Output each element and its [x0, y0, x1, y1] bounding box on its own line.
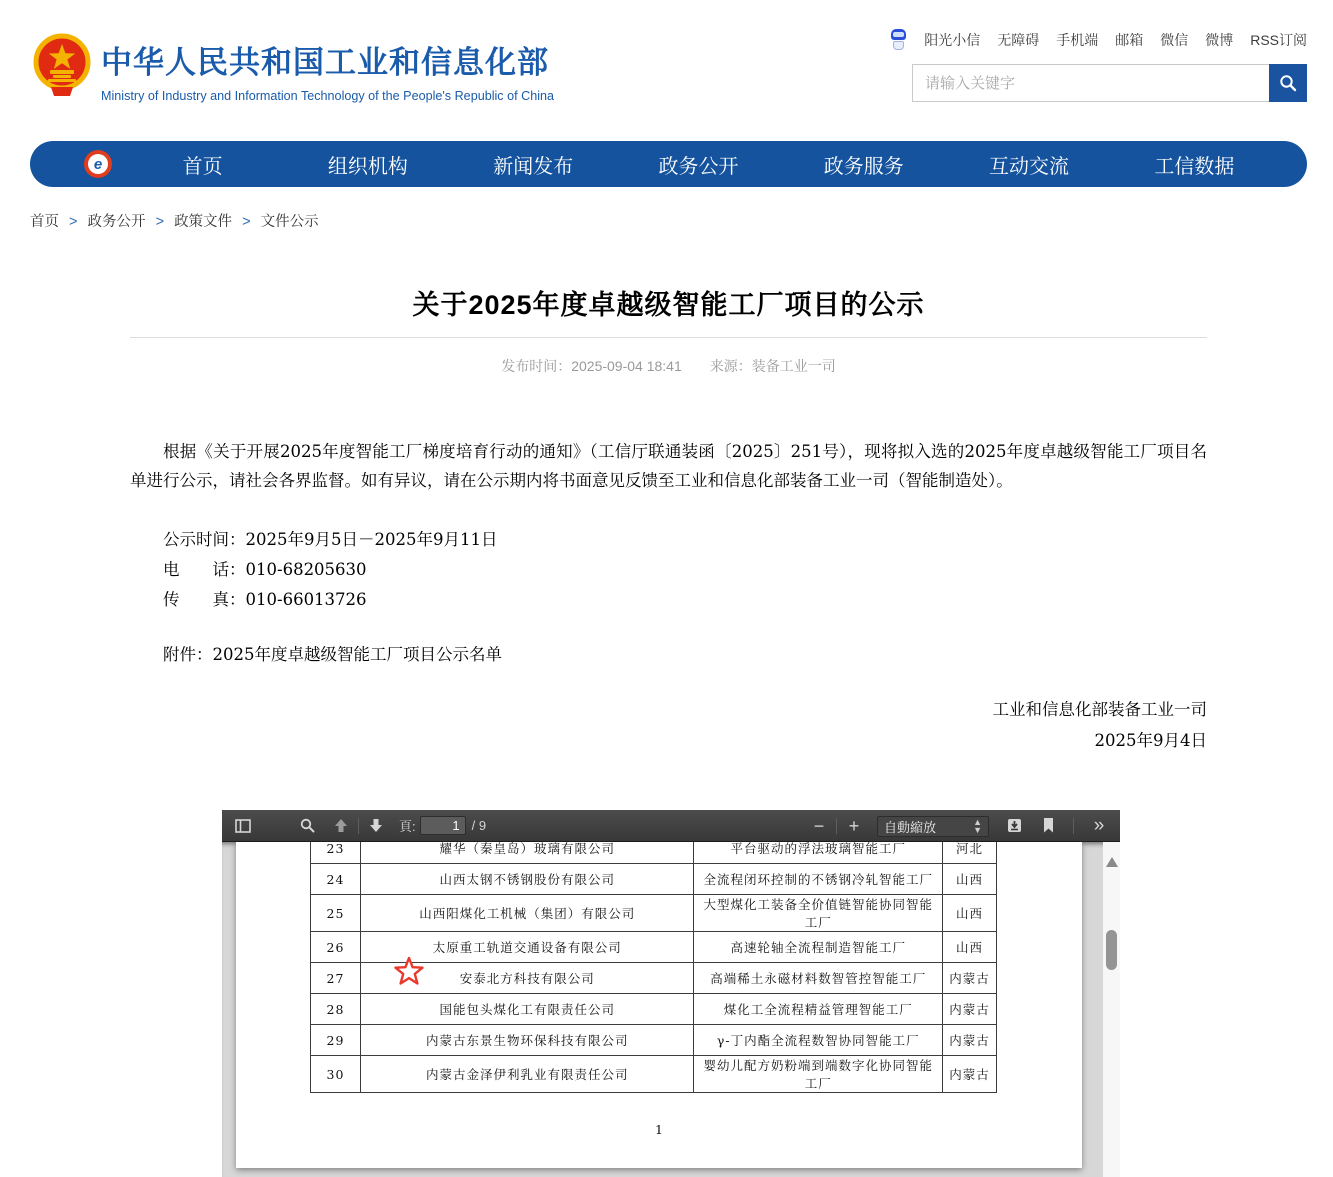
nav-item-interaction[interactable]: 互动交流	[989, 155, 1070, 178]
toolbar-separator	[358, 818, 359, 834]
weibo-link[interactable]: 微博	[1205, 32, 1234, 48]
company-cell: 耀华（秦皇岛）玻璃有限公司	[360, 842, 693, 864]
download-icon	[1007, 818, 1022, 833]
download-button[interactable]	[1001, 814, 1027, 838]
find-icon	[300, 818, 315, 833]
row-number: 26	[311, 932, 361, 963]
red-star-stamp-icon	[394, 956, 424, 986]
zoom-in-button[interactable]	[841, 814, 867, 838]
row-number: 30	[311, 1056, 361, 1093]
search-button[interactable]	[1269, 64, 1307, 102]
rss-link[interactable]: RSS订阅	[1250, 32, 1307, 48]
attachment-line: 附件：2025年度卓越级智能工厂项目公示名单	[163, 645, 502, 664]
company-cell: 内蒙古金泽伊利乳业有限责任公司	[360, 1056, 693, 1093]
company-cell: 国能包头煤化工有限责任公司	[360, 994, 693, 1025]
page-label: 頁:	[399, 819, 416, 834]
find-button[interactable]	[294, 814, 320, 838]
zoom-controls	[806, 810, 989, 842]
next-page-button[interactable]	[363, 814, 389, 838]
page-down-icon	[369, 818, 383, 833]
province-cell: 内蒙古	[943, 1056, 997, 1093]
sunshine-xiaoxin-link[interactable]: 阳光小信	[924, 32, 981, 48]
row-number: 23	[311, 842, 361, 864]
row-number: 29	[311, 1025, 361, 1056]
project-cell: 平台驱动的浮法玻璃智能工厂	[694, 842, 943, 864]
breadcrumb-home[interactable]: 首页	[30, 214, 59, 230]
sidebar-toggle-icon	[235, 819, 251, 833]
zoom-out-button[interactable]	[806, 814, 832, 838]
page-up-icon	[334, 818, 348, 833]
province-cell: 山西	[943, 932, 997, 963]
nav-item-news[interactable]: 新闻发布	[493, 155, 574, 178]
row-number: 25	[311, 895, 361, 932]
breadcrumb-separator: >	[242, 214, 251, 230]
publish-time-label: 发布时间：	[501, 358, 572, 374]
site-title-en: Ministry of Industry and Information Technology of the People's Republic of China	[101, 89, 554, 103]
zoom-in-icon: +	[848, 816, 860, 836]
wechat-link[interactable]: 微信	[1160, 32, 1189, 48]
row-number: 24	[311, 864, 361, 895]
province-cell: 内蒙古	[943, 963, 997, 994]
breadcrumb-policy-files[interactable]: 政策文件	[174, 214, 233, 230]
page-count: / 9	[471, 818, 487, 833]
breadcrumb-separator: >	[155, 214, 165, 230]
accessibility-link[interactable]: 无障碍	[997, 32, 1040, 48]
toolbar-separator	[836, 818, 837, 834]
project-cell: 高速轮轴全流程制造智能工厂	[694, 932, 943, 963]
table-row	[311, 895, 997, 932]
project-cell: γ-丁内酯全流程数智协同智能工厂	[694, 1025, 943, 1056]
company-cell: 山西阳煤化工机械（集团）有限公司	[360, 895, 693, 932]
pdf-viewport	[222, 842, 1120, 1177]
bookmark-button[interactable]	[1035, 814, 1061, 838]
zoom-mode-value: 自動縮放	[884, 819, 937, 835]
more-tools-icon: »	[1093, 814, 1105, 836]
pdf-toolbar	[222, 810, 1120, 842]
nav-item-home[interactable]: 首页	[182, 155, 223, 178]
signature-date: 2025年9月4日	[1094, 731, 1207, 750]
site-title-cn: 中华人民共和国工业和信息化部	[101, 45, 549, 80]
breadcrumb-separator: >	[69, 214, 78, 230]
article-meta	[130, 356, 1207, 376]
source-value: 装备工业一司	[751, 358, 836, 374]
scroll-up-arrow-icon[interactable]	[1106, 857, 1118, 867]
previous-page-button[interactable]	[328, 814, 354, 838]
nav-item-gov-disclosure[interactable]: 政务公开	[658, 155, 739, 178]
zoom-mode-select[interactable]	[877, 816, 989, 837]
province-cell: 内蒙古	[943, 1025, 997, 1056]
table-row	[311, 994, 997, 1025]
table-row	[311, 842, 997, 864]
miit-gear-icon: e	[84, 150, 112, 178]
mobile-link[interactable]: 手机端	[1056, 32, 1099, 48]
signature-organization: 工业和信息化部装备工业一司	[992, 700, 1207, 719]
nav-item-miit-data[interactable]: 工信数据	[1154, 155, 1235, 178]
zoom-out-icon: −	[813, 816, 825, 836]
province-cell: 山西	[943, 864, 997, 895]
row-number: 28	[311, 994, 361, 1025]
source-label: 来源：	[709, 358, 752, 374]
pdf-scrollbar[interactable]	[1103, 842, 1120, 1177]
national-emblem-icon	[33, 32, 91, 98]
project-cell: 煤化工全流程精益管理智能工厂	[694, 994, 943, 1025]
nav-item-gov-services[interactable]: 政务服务	[823, 155, 904, 178]
nav-item-organization[interactable]: 组织机构	[327, 155, 408, 178]
company-cell: 太原重工轨道交通设备有限公司	[360, 932, 693, 963]
row-number: 27	[311, 963, 361, 994]
phone-line: 电 话：010-68205630	[163, 560, 367, 579]
company-cell: 内蒙古东景生物环保科技有限公司	[360, 1025, 693, 1056]
page-title: 关于2025年度卓越级智能工厂项目的公示	[412, 290, 925, 320]
scrollbar-thumb[interactable]	[1106, 930, 1117, 970]
toolbar-separator	[1073, 818, 1074, 834]
article-paragraph: 根据《关于开展2025年度智能工厂梯度培育行动的通知》（工信厅联通装函〔2025〕251号），现将拟入选的2025年度卓越级智能工厂项目名单进行公示，请社会各界监督。如有异议，请在公示期内将书面意见反馈至工业和信息化部装备工业一司（智能制造处）。	[130, 442, 1207, 490]
pdf-page-number: 1	[655, 1122, 663, 1137]
table-row	[311, 864, 997, 895]
mailbox-link[interactable]: 邮箱	[1115, 32, 1144, 48]
project-cell: 大型煤化工装备全价值链智能协同智能工厂	[694, 895, 943, 932]
bookmark-icon	[1043, 818, 1054, 833]
publicity-period-line: 公示时间：2025年9月5日－2025年9月11日	[163, 530, 498, 549]
more-tools-button[interactable]	[1086, 814, 1112, 838]
project-cell: 婴幼儿配方奶粉端到端数字化协同智能工厂	[694, 1056, 943, 1093]
province-cell: 河北	[943, 842, 997, 864]
page-number-input[interactable]	[420, 816, 466, 835]
company-cell: 山西太钢不锈钢股份有限公司	[360, 864, 693, 895]
fax-line: 传 真：010-66013726	[163, 590, 367, 609]
company-cell: 安泰北方科技有限公司	[360, 963, 693, 994]
pdf-viewer	[222, 810, 1120, 1177]
province-cell: 山西	[943, 895, 997, 932]
select-carets-icon: ▲ ▼	[973, 817, 982, 835]
project-cell: 全流程闭环控制的不锈钢冷轧智能工厂	[694, 864, 943, 895]
table-row	[311, 1025, 997, 1056]
search-icon	[1279, 74, 1297, 92]
sidebar-toggle-button[interactable]	[230, 814, 256, 838]
province-cell: 内蒙古	[943, 994, 997, 1025]
pdf-page	[236, 842, 1082, 1168]
breadcrumb-gov-disclosure[interactable]: 政务公开	[87, 214, 146, 230]
title-divider	[130, 337, 1207, 338]
table-row	[311, 1056, 997, 1093]
publish-time: 2025-09-04 18:41	[571, 358, 682, 374]
project-cell: 高端稀土永磁材料数智管控智能工厂	[694, 963, 943, 994]
article	[130, 0, 1207, 810]
breadcrumb-file-publicity[interactable]: 文件公示	[260, 214, 319, 230]
